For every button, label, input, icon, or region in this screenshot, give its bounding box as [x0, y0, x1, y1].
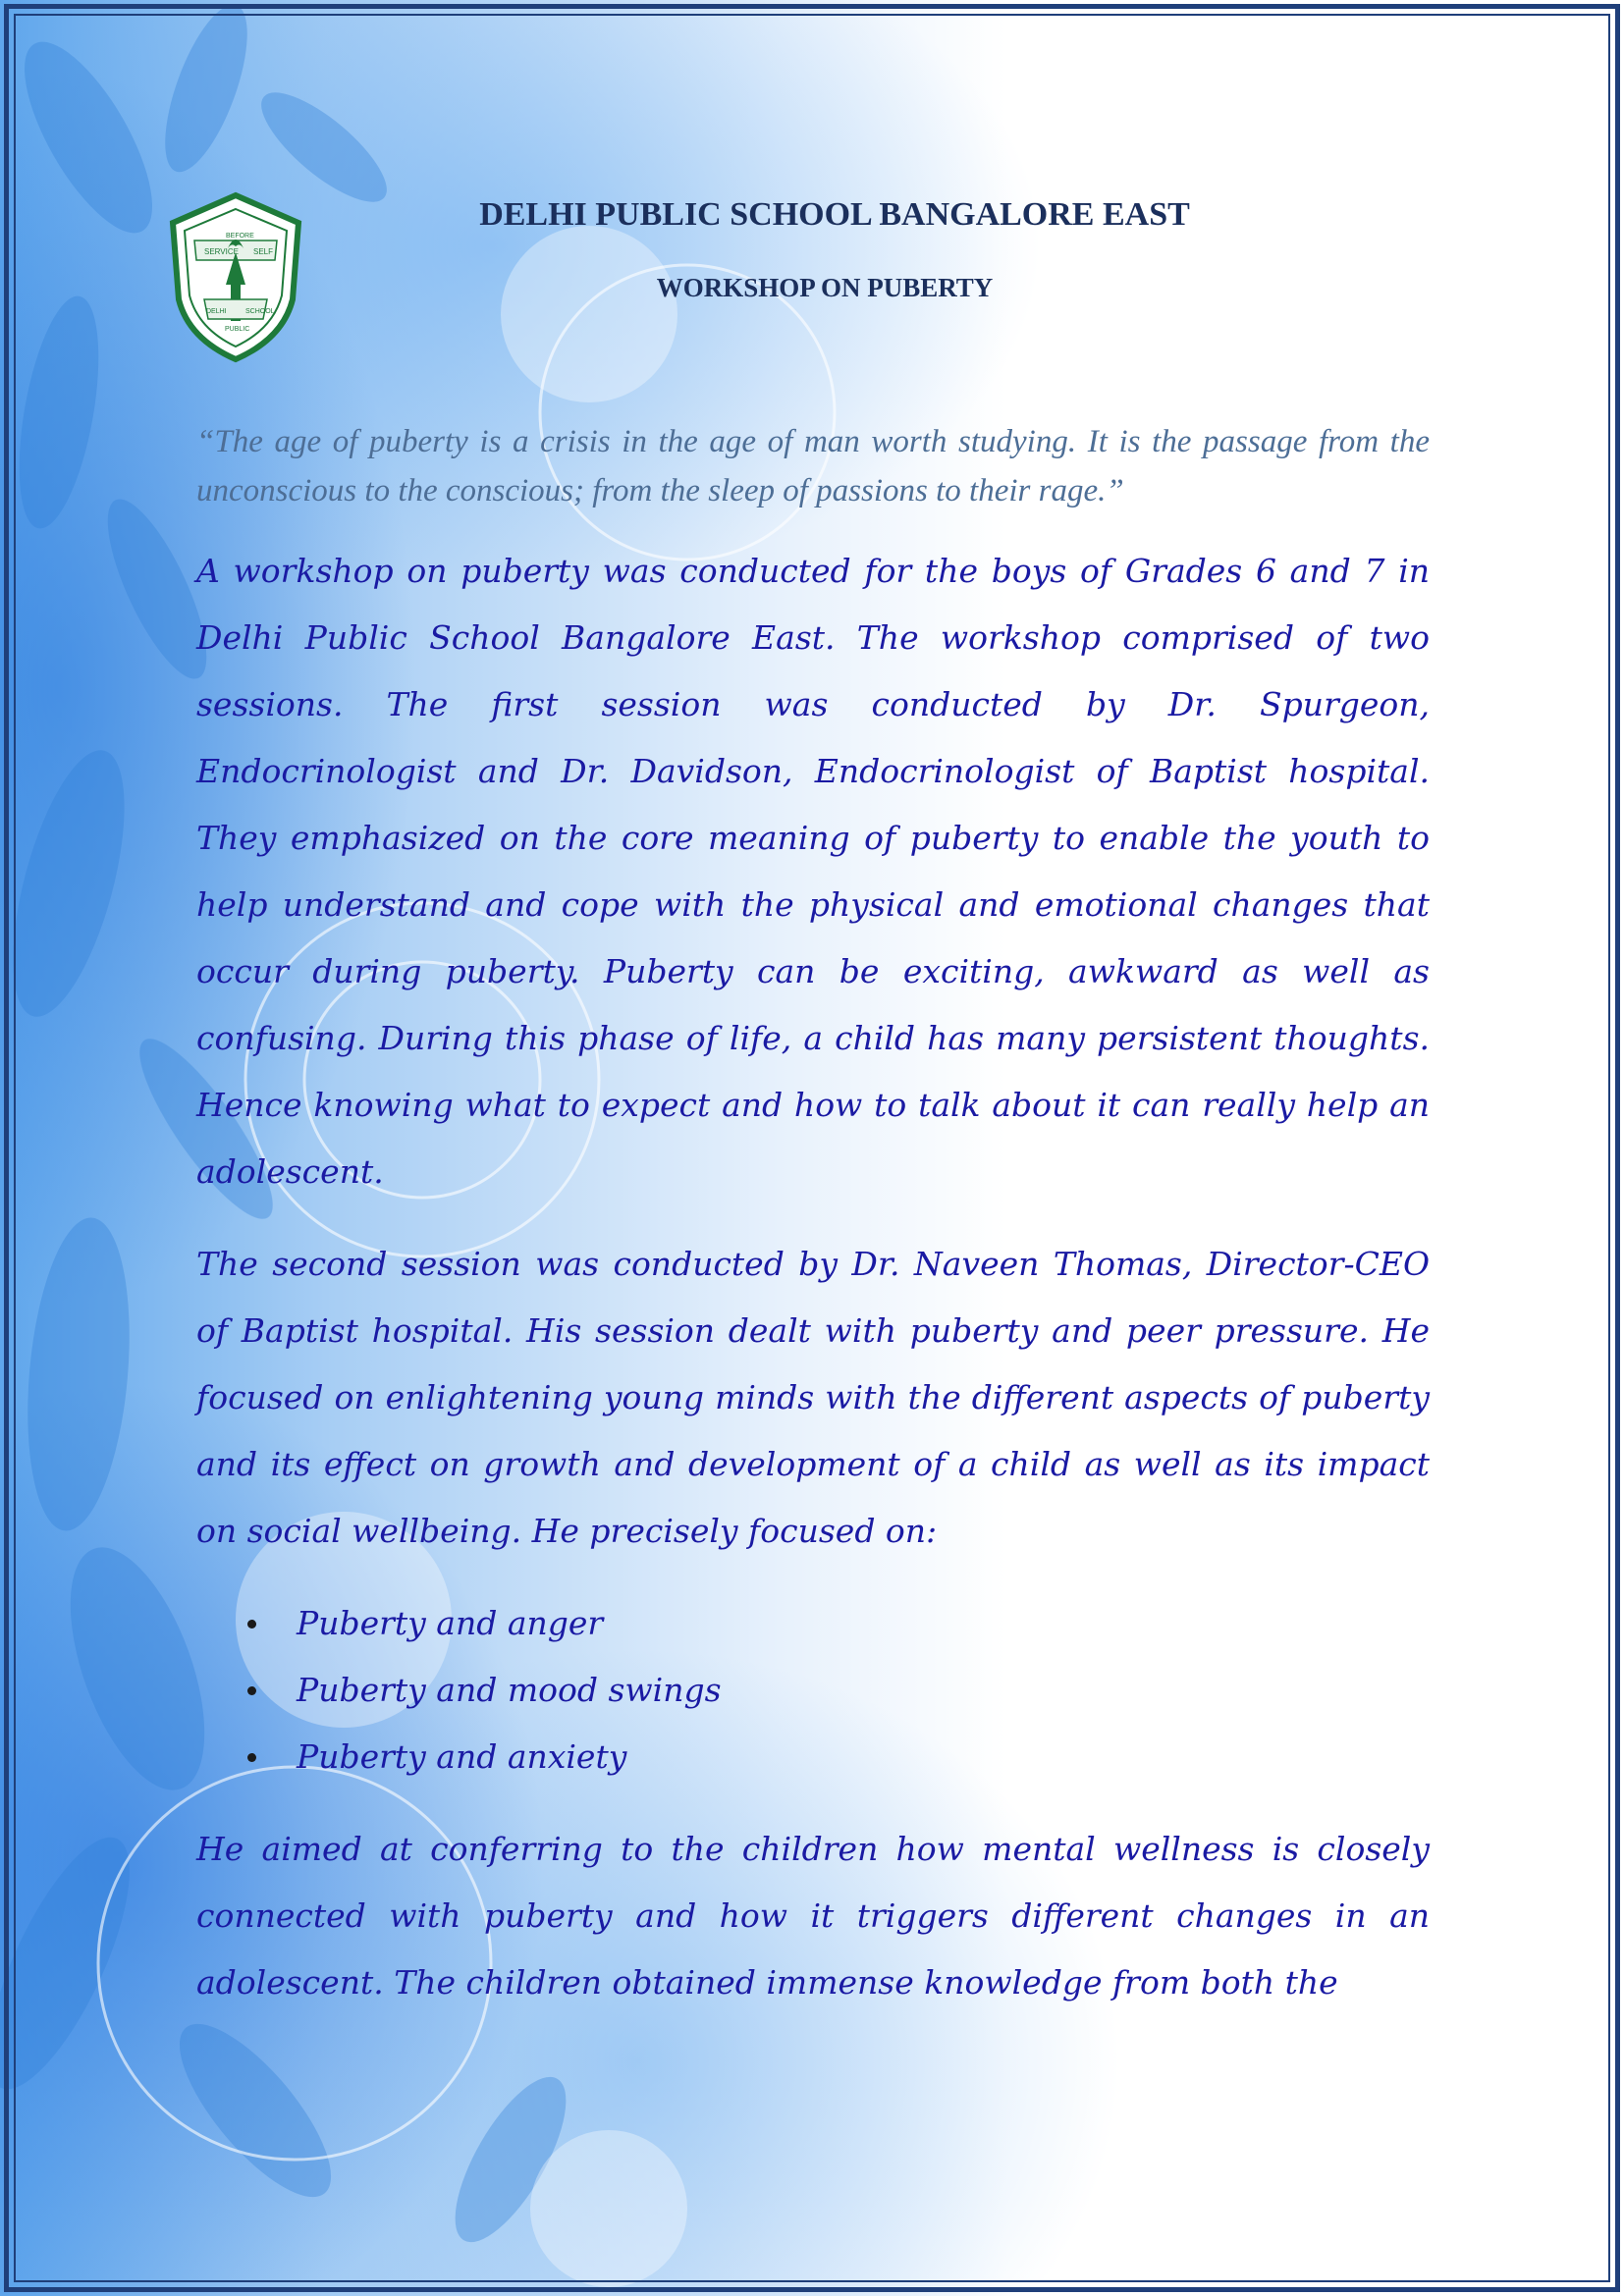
list-item: [196, 1590, 1430, 1657]
paragraph-conclusion: He aimed at conferring to the children how mental wellness is closely connected with puberty and how it triggers different changes in an adolescent. The children obtained immense knowledge from both the: [196, 1830, 1430, 2002]
school-name-heading: DELHI PUBLIC SCHOOL BANGALORE EAST: [479, 196, 1190, 233]
paragraph-second-session: The second session was conducted by Dr. Naveen Thomas, Director-CEO of Baptist hospital. His session dealt with puberty and peer pressure. He focused on enlightening young minds with the different aspects of puberty and its effect on growth and development of a child as well as its impact on social wellbeing. He precisely focused on:: [196, 1245, 1430, 1550]
logo-text-public: PUBLIC: [225, 326, 250, 333]
bullet-icon: [247, 1620, 256, 1629]
workshop-title: WORKSHOP ON PUBERTY: [656, 273, 994, 302]
logo-text-service: SERVICE: [204, 247, 239, 256]
focus-topics-list: [196, 1590, 1430, 1790]
logo-text-self: SELF: [253, 247, 274, 256]
list-item: [196, 1657, 1430, 1724]
article-body: [196, 538, 1430, 2016]
opening-quote: “The age of puberty is a crisis in the age of man worth studying. It is the passage from the unconscious to the conscious; from the sleep of passions to their rage.”: [196, 424, 1430, 508]
bullet-icon: [247, 1686, 256, 1695]
logo-text-school: SCHOOL: [245, 308, 275, 315]
list-item-text: Puberty and anger: [297, 1604, 604, 1642]
list-item: [196, 1724, 1430, 1790]
paragraph-first-session: A workshop on puberty was conducted for the boys of Grades 6 and 7 in Delhi Public School Bangalore East. The workshop comprised of two sessions. The first session was conducted by Dr. Spurgeon, Endocrinologist and Dr. Davidson, Endocrinologist of Baptist hospital. They emphasized on the core meaning of puberty to enable the youth to help understand and cope with the physical and emotional changes that occur during puberty. Puberty can be exciting, awkward as well as confusing. During this phase of life, a child has many persistent thoughts. Hence knowing what to expect and how to talk about it can really help an adolescent.: [196, 552, 1430, 1191]
bullet-icon: [247, 1753, 256, 1762]
logo-text-before: BEFORE: [226, 233, 254, 240]
school-crest-logo: [167, 191, 304, 363]
list-item-text: Puberty and mood swings: [297, 1671, 722, 1709]
logo-text-delhi: DELHI: [206, 308, 227, 315]
list-item-text: Puberty and anxiety: [297, 1737, 627, 1776]
